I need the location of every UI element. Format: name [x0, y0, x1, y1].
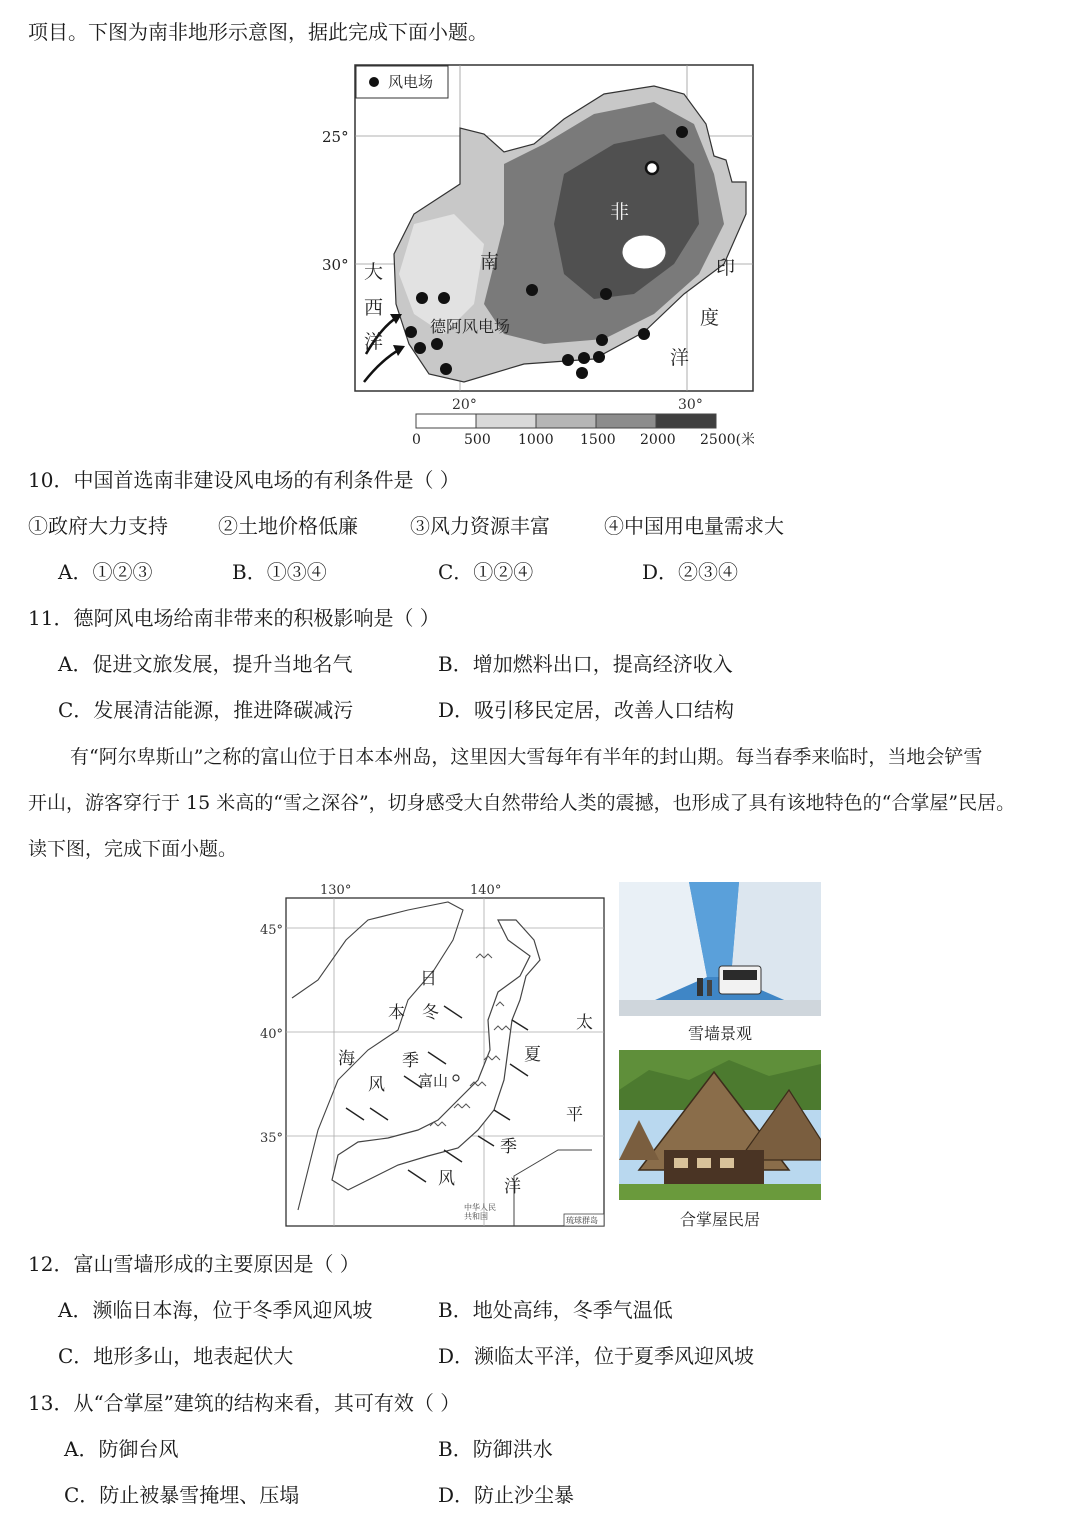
q11-option-b[interactable]: B．增加燃料出口，提高经济收入	[438, 652, 733, 676]
label-inset-2: 共和国	[464, 1212, 488, 1221]
q12-option-d[interactable]: D．濒临太平洋，位于夏季风迎风坡	[438, 1344, 755, 1368]
scale-tick-2000: 2000	[640, 432, 676, 448]
q10-option-c[interactable]: C．①②④	[438, 560, 534, 584]
label-winter-1: 冬	[422, 1003, 439, 1023]
label-summer-3: 风	[438, 1169, 455, 1189]
q13-option-d[interactable]: D．防止沙尘暴	[438, 1483, 575, 1507]
map2-lat-35: 35°	[260, 1131, 284, 1146]
label-indian-2: 度	[700, 307, 720, 329]
elevation-scale-bar	[416, 414, 716, 428]
map1-lat-30: 30°	[322, 256, 349, 274]
label-ryukyu: 琉球群岛	[566, 1216, 598, 1225]
label-winter-2: 季	[402, 1051, 419, 1071]
label-pacific-1: 太	[576, 1013, 593, 1033]
q11-option-c[interactable]: C．发展清洁能源，推进降碳减污	[58, 698, 354, 722]
q12-option-b[interactable]: B．地处高纬，冬季气温低	[438, 1298, 673, 1322]
map1-legend-label: 风电场	[388, 73, 434, 91]
gassho-caption: 合掌屋民居	[680, 1210, 761, 1229]
label-wind-farm: 德阿风电场	[430, 317, 511, 336]
lon-label-20: 20°	[452, 397, 477, 413]
q13-option-c[interactable]: C．防止被暴雪掩埋、压塌	[64, 1483, 300, 1507]
passage-line-1: 有“阿尔卑斯山”之称的富山位于日本本州岛，这里因大雪每年有半年的封山期。每当春季来临时，当地会铲雪	[70, 746, 983, 768]
map1-lat-25: 25°	[322, 128, 349, 146]
q12-option-c[interactable]: C．地形多山，地表起伏大	[58, 1344, 294, 1368]
scale-tick-500: 500	[464, 432, 491, 448]
scale-tick-2500: 2500(米	[700, 432, 754, 448]
q12-stem: 12．富山雪墙形成的主要原因是（ ）	[28, 1252, 360, 1276]
label-toyama: 富山	[418, 1072, 449, 1090]
q10-option-d[interactable]: D．②③④	[642, 560, 739, 584]
passage-line-2: 开山，游客穿行于 15 米高的“雪之深谷”，切身感受大自然带给人类的震撼，也形成了具有该地特色的“合掌屋”民居。	[28, 792, 1016, 814]
label-country-1: 南	[480, 251, 500, 273]
q11-option-a[interactable]: A．促进文旅发展，提升当地名气	[58, 652, 353, 676]
label-atlantic-2: 西	[364, 297, 384, 319]
q10-stem: 10．中国首选南非建设风电场的有利条件是（ ）	[28, 468, 460, 492]
gassho-house-photo	[619, 1050, 821, 1200]
q12-option-a[interactable]: A．濒临日本海，位于冬季风迎风坡	[58, 1298, 373, 1322]
q13-option-a[interactable]: A．防御台风	[64, 1437, 179, 1461]
label-pacific-3: 洋	[504, 1177, 521, 1197]
q11-stem: 11．德阿风电场给南非带来的积极影响是（ ）	[28, 606, 440, 630]
q10-item-2: ②土地价格低廉	[218, 514, 358, 538]
label-indian-1: 印	[716, 257, 736, 279]
scale-tick-0: 0	[412, 432, 421, 448]
map2-lon-140: 140°	[470, 883, 502, 898]
passage-line-3: 读下图，完成下面小题。	[28, 838, 238, 860]
label-summer-1: 夏	[524, 1045, 541, 1065]
label-sea-1: 日	[420, 969, 437, 989]
label-inset-1: 中华人民	[464, 1203, 496, 1212]
map2-lat-40: 40°	[260, 1027, 284, 1042]
snow-wall-caption: 雪墙景观	[688, 1024, 753, 1043]
label-summer-2: 季	[500, 1137, 517, 1157]
label-winter-3: 风	[368, 1075, 385, 1095]
south-africa-terrain-map	[354, 64, 754, 454]
q10-item-3: ③风力资源丰富	[410, 514, 550, 538]
label-indian-3: 洋	[670, 347, 690, 369]
label-country-2: 非	[610, 201, 630, 223]
q10-item-4: ④中国用电量需求大	[604, 514, 784, 538]
japan-monsoon-map	[258, 880, 608, 1230]
scale-tick-1000: 1000	[518, 432, 554, 448]
map2-lat-45: 45°	[260, 923, 284, 938]
scale-tick-1500: 1500	[580, 432, 616, 448]
q10-option-b[interactable]: B．①③④	[232, 560, 327, 584]
label-sea-2: 本	[388, 1003, 405, 1023]
label-atlantic-1: 大	[364, 261, 384, 283]
intro-text: 项目。下图为南非地形示意图，据此完成下面小题。	[28, 20, 488, 44]
lon-label-30: 30°	[678, 397, 703, 413]
q13-stem: 13．从“合掌屋”建筑的结构来看，其可有效（ ）	[28, 1391, 461, 1415]
map2-lon-130: 130°	[320, 883, 352, 898]
label-pacific-2: 平	[566, 1105, 583, 1125]
q10-item-1: ①政府大力支持	[28, 514, 168, 538]
q13-option-b[interactable]: B．防御洪水	[438, 1437, 553, 1461]
q10-option-a[interactable]: A．①②③	[58, 560, 153, 584]
label-sea-3: 海	[338, 1049, 355, 1069]
snow-wall-photo	[619, 882, 821, 1016]
label-atlantic-3: 洋	[364, 331, 384, 353]
q11-option-d[interactable]: D．吸引移民定居，改善人口结构	[438, 698, 735, 722]
